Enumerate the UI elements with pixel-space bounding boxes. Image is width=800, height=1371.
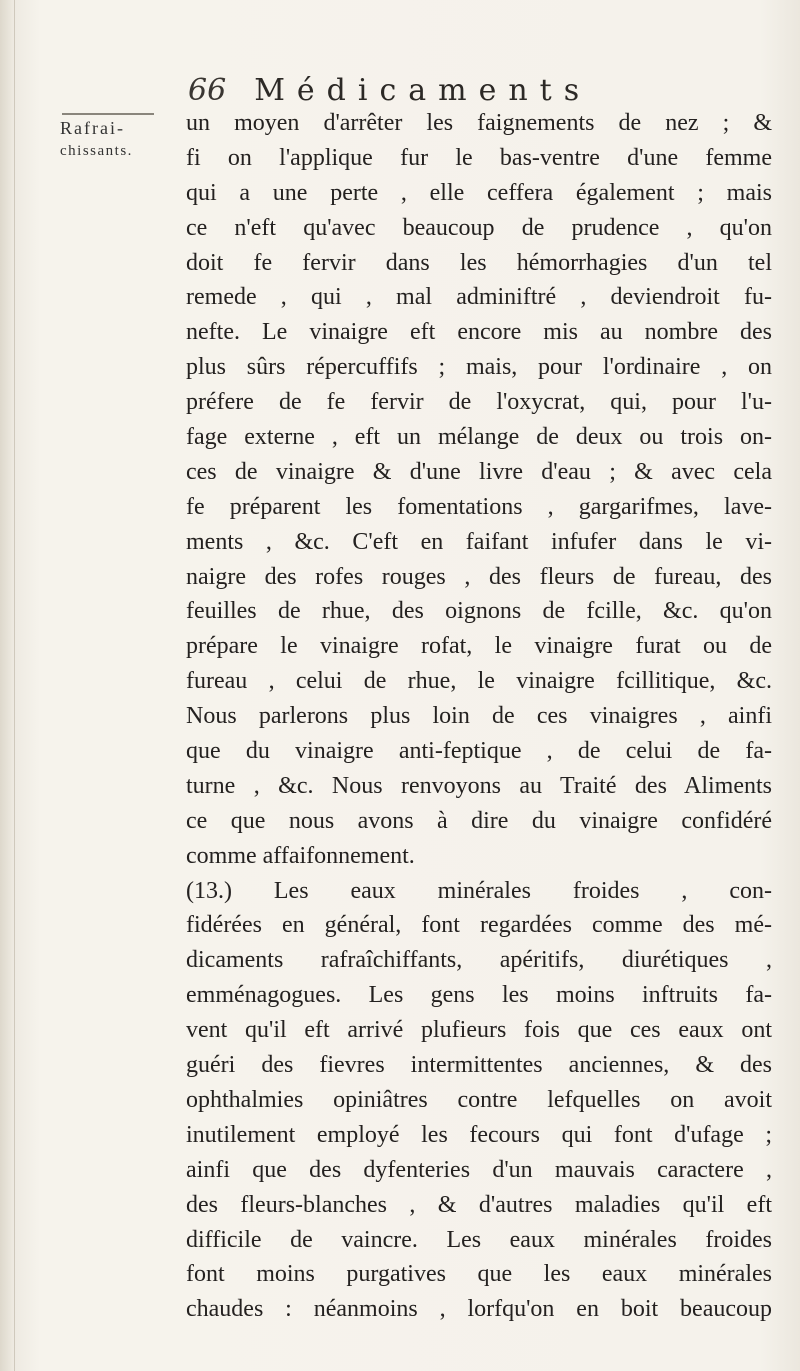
text-line: naigre des rofes rouges , des fleurs de fureau, des — [186, 563, 772, 590]
text-line: nefte. Le vinaigre eft encore mis au nombre des — [186, 319, 772, 346]
text-line: ces de vinaigre & d'une livre d'eau ; & avec cela — [186, 458, 772, 485]
text-line: ainfi que des dyfenteries d'un mauvais caractere , — [186, 1156, 772, 1183]
text-line: fidérées en général, font regardées comme des mé- — [186, 912, 772, 939]
text-line: ce que nous avons à dire du vinaigre confidéré — [186, 807, 772, 834]
header-title: Médicaments — [254, 73, 592, 108]
text-line: (13.) Les eaux minérales froides , con- — [186, 877, 772, 904]
text-line: dicaments rafraîchiffants, apéritifs, diurétiques , — [186, 947, 772, 974]
text-line: préfere de fe fervir de l'oxycrat, qui, pour l'u- — [186, 389, 772, 416]
text-line: un moyen d'arrêter les faignements de nez ; & — [186, 110, 772, 136]
text-line: qui a une perte , elle ceffera également ; mais — [186, 179, 772, 206]
body-text — [186, 106, 772, 1327]
text-line: font moins purgatives que les eaux minérales — [186, 1261, 772, 1288]
text-line: ments , &c. C'eft en faifant infufer dans le vi- — [186, 528, 772, 555]
text-line: doit fe fervir dans les hémorrhagies d'un tel — [186, 249, 772, 276]
text-line: fi on l'applique fur le bas-ventre d'une femme — [186, 144, 772, 171]
text-line: emménagogues. Les gens les moins inftruits fa- — [186, 982, 772, 1009]
text-line: feuilles de rhue, des oignons de fcille, &c. qu'on — [186, 598, 772, 625]
text-line: plus sûrs répercuffifs ; mais, pour l'ordinaire , on — [186, 354, 772, 381]
text-line: des fleurs-blanches , & d'autres maladies qu'il eft — [186, 1191, 772, 1218]
text-line: vent qu'il eft arrivé plufieurs fois que ces eaux ont — [186, 1017, 772, 1044]
text-line: Nous parlerons plus loin de ces vinaigres , ainfi — [186, 703, 772, 730]
text-line: guéri des fievres intermittentes anciennes, & des — [186, 1052, 772, 1079]
text-line: turne , &c. Nous renvoyons au Traité des Aliments — [186, 772, 772, 799]
text-line: fureau , celui de rhue, le vinaigre fcillitique, &c. — [186, 668, 772, 695]
text-line: comme affaifonnement. — [186, 842, 415, 869]
page-gutter — [0, 0, 15, 1371]
text-line: inutilement employé les fecours qui font d'ufage ; — [186, 1121, 772, 1148]
margin-note-line: chissants. — [60, 143, 133, 159]
text-line: fe préparent les fomentations , gargarifmes, lave- — [186, 493, 772, 520]
margin-rule — [62, 113, 154, 115]
margin-note-line: Rafrai- — [60, 118, 125, 138]
text-line: chaudes : néanmoins , lorfqu'on en boit beaucoup — [186, 1296, 772, 1323]
text-line: difficile de vaincre. Les eaux minérales froides — [186, 1226, 772, 1253]
text-line: que du vinaigre anti-feptique , de celui de fa- — [186, 738, 772, 765]
page-number: 66 — [188, 73, 227, 108]
margin-note — [60, 117, 176, 163]
text-line: fage externe , eft un mélange de deux ou trois on- — [186, 424, 772, 451]
text-line: ce n'eft qu'avec beaucoup de prudence , qu'on — [186, 214, 772, 241]
text-line: ophthalmies opiniâtres contre lefquelles on avoit — [186, 1086, 772, 1113]
text-line: prépare le vinaigre rofat, le vinaigre furat ou de — [186, 633, 772, 660]
text-line: remede , qui , mal adminiftré , deviendroit fu- — [186, 284, 772, 311]
